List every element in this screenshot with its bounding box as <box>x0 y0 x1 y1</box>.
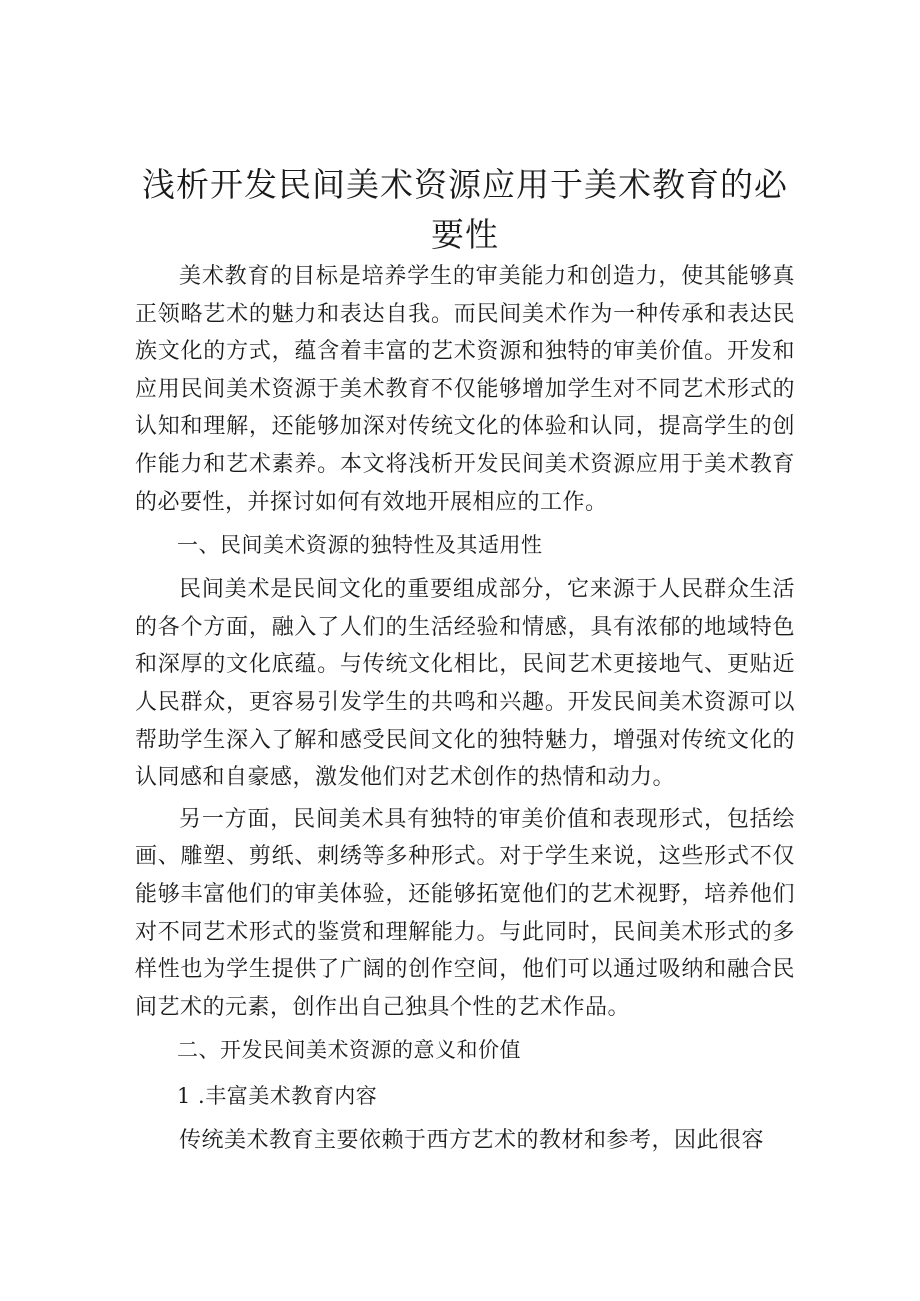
section-heading-2: 二、开发民间美术资源的意义和价值 <box>177 1038 521 1063</box>
intro-paragraph: 美术教育的目标是培养学生的审美能力和创造力，使其能够真正领略艺术的魅力和表达自我。而民间美术作为一种传承和表达民族文化的方式，蕴含着丰富的艺术资源和独特的审美价值。开发和应用民间美术资源于美术教育不仅能够增加学生对不同艺术形式的认知和理解，还能够加深对传统文化的体验和认同，提高学生的创作能力和艺术素养。本文将浅析开发民间美术资源应用于美术教育的必要性，并探讨如何有效地开展相应的工作。 <box>135 264 795 515</box>
subsection-heading-1: 1 .丰富美术教育内容 <box>177 1084 378 1109</box>
document-body <box>135 258 795 1164</box>
body-paragraph: 传统美术教育主要依赖于西方艺术的教材和参考，因此很容 <box>179 1128 765 1154</box>
section-heading-1: 一、民间美术资源的独特性及其适用性 <box>177 533 543 558</box>
body-paragraph: 另一方面，民间美术具有独特的审美价值和表现形式，包括绘画、雕塑、剪纸、刺绣等多种形式。对于学生来说，这些形式不仅能够丰富他们的审美体验，还能够拓宽他们的艺术视野，培养他们对不同艺术形式的鉴赏和理解能力。与此同时，民间美术形式的多样性也为学生提供了广阔的创作空间，他们可以通过吸纳和融合民间艺术的元素，创作出自己独具个性的艺术作品。 <box>135 806 795 1020</box>
body-paragraph: 民间美术是民间文化的重要组成部分，它来源于人民群众生活的各个方面，融入了人们的生活经验和情感，具有浓郁的地域特色和深厚的文化底蕴。与传统文化相比，民间艺术更接地气、更贴近人民群众，更容易引发学生的共鸣和兴趣。开发民间美术资源可以帮助学生深入了解和感受民间文化的独特魅力，增强对传统文化的认同感和自豪感，激发他们对艺术创作的热情和动力。 <box>135 577 795 791</box>
document-title: 浅析开发民间美术资源应用于美术教育的必要性 <box>142 165 788 254</box>
